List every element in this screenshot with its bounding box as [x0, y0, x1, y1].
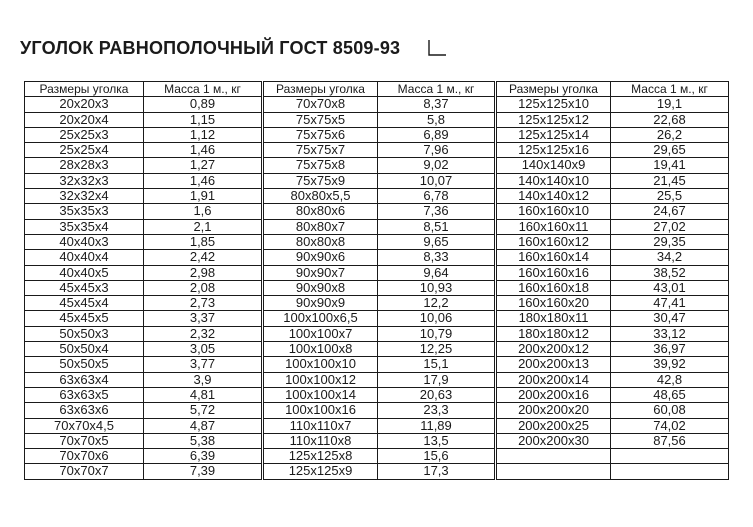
- mass-cell: 10,06: [378, 311, 495, 326]
- mass-cell: 23,3: [378, 403, 495, 418]
- table-row: [25, 189, 729, 204]
- mass-cell: 20,63: [378, 387, 495, 402]
- size-cell: 70x70x7: [25, 464, 144, 479]
- size-cell: 45x45x4: [25, 296, 144, 311]
- header-mass: Масса 1 м., кг: [144, 82, 262, 97]
- mass-cell: 1,46: [144, 173, 262, 188]
- table-row: [25, 326, 729, 341]
- mass-cell: 6,89: [378, 127, 495, 142]
- mass-cell: 4,87: [144, 418, 262, 433]
- mass-cell: 2,73: [144, 296, 262, 311]
- mass-cell: 74,02: [611, 418, 729, 433]
- size-cell: 45x45x3: [25, 280, 144, 295]
- size-cell: 50x50x4: [25, 342, 144, 357]
- mass-cell: 8,37: [378, 97, 495, 112]
- mass-cell: 1,6: [144, 204, 262, 219]
- table-header-row: [25, 82, 729, 97]
- header-mass: Масса 1 м., кг: [378, 82, 495, 97]
- size-cell: 70x70x5: [25, 433, 144, 448]
- size-cell: 28x28x3: [25, 158, 144, 173]
- table-row: [25, 143, 729, 158]
- size-cell: 180x180x11: [497, 311, 611, 326]
- size-cell: 80x80x5,5: [264, 189, 378, 204]
- size-cell: 20x20x3: [25, 97, 144, 112]
- mass-cell: 15,6: [378, 449, 495, 464]
- size-cell: 50x50x3: [25, 326, 144, 341]
- size-cell: 160x160x20: [497, 296, 611, 311]
- size-cell: 200x200x12: [497, 342, 611, 357]
- size-cell: 160x160x11: [497, 219, 611, 234]
- size-cell: 110x110x8: [264, 433, 378, 448]
- size-cell: 90x90x7: [264, 265, 378, 280]
- mass-cell: 1,12: [144, 127, 262, 142]
- size-cell: 100x100x6,5: [264, 311, 378, 326]
- size-cell: 70x70x8: [264, 97, 378, 112]
- table-row: [25, 311, 729, 326]
- mass-cell: 3,05: [144, 342, 262, 357]
- table-row: [25, 387, 729, 402]
- size-cell: 80x80x7: [264, 219, 378, 234]
- size-cell: 32x32x3: [25, 173, 144, 188]
- table-row: [25, 219, 729, 234]
- size-cell: 32x32x4: [25, 189, 144, 204]
- mass-cell: 3,77: [144, 357, 262, 372]
- mass-cell: 8,51: [378, 219, 495, 234]
- mass-cell: 26,2: [611, 127, 729, 142]
- size-cell: 160x160x16: [497, 265, 611, 280]
- size-cell: 125x125x14: [497, 127, 611, 142]
- mass-cell: 25,5: [611, 189, 729, 204]
- size-cell: 200x200x16: [497, 387, 611, 402]
- table-row: [25, 464, 729, 479]
- size-cell: 50x50x5: [25, 357, 144, 372]
- page-title: УГОЛОК РАВНОПОЛОЧНЫЙ ГОСТ 8509-93: [20, 38, 401, 58]
- size-cell: 63x63x4: [25, 372, 144, 387]
- size-cell: 90x90x9: [264, 296, 378, 311]
- mass-cell: 24,67: [611, 204, 729, 219]
- size-cell: 100x100x7: [264, 326, 378, 341]
- size-cell: 40x40x4: [25, 250, 144, 265]
- mass-cell: 0,89: [144, 97, 262, 112]
- mass-cell: 9,64: [378, 265, 495, 280]
- size-cell: 200x200x30: [497, 433, 611, 448]
- empty-cell: [497, 449, 611, 464]
- mass-cell: 27,02: [611, 219, 729, 234]
- size-cell: 200x200x14: [497, 372, 611, 387]
- mass-cell: 5,38: [144, 433, 262, 448]
- size-cell: 160x160x14: [497, 250, 611, 265]
- size-cell: 25x25x3: [25, 127, 144, 142]
- header-size: Размеры уголка: [497, 82, 611, 97]
- mass-cell: 5,8: [378, 112, 495, 127]
- mass-cell: 15,1: [378, 357, 495, 372]
- header-size: Размеры уголка: [25, 82, 144, 97]
- mass-cell: 42,8: [611, 372, 729, 387]
- mass-cell: 10,79: [378, 326, 495, 341]
- mass-cell: 2,32: [144, 326, 262, 341]
- angle-profile-icon: [428, 40, 446, 56]
- size-cell: 35x35x4: [25, 219, 144, 234]
- size-cell: 125x125x12: [497, 112, 611, 127]
- size-cell: 40x40x3: [25, 234, 144, 249]
- table-row: [25, 97, 729, 112]
- size-cell: 110x110x7: [264, 418, 378, 433]
- size-cell: 125x125x16: [497, 143, 611, 158]
- table-row: [25, 433, 729, 448]
- size-cell: 100x100x10: [264, 357, 378, 372]
- mass-cell: 29,65: [611, 143, 729, 158]
- size-cell: 75x75x7: [264, 143, 378, 158]
- size-cell: 100x100x12: [264, 372, 378, 387]
- empty-cell: [611, 449, 729, 464]
- size-cell: 200x200x13: [497, 357, 611, 372]
- size-cell: 80x80x8: [264, 234, 378, 249]
- size-cell: 160x160x18: [497, 280, 611, 295]
- mass-cell: 10,07: [378, 173, 495, 188]
- size-cell: 140x140x10: [497, 173, 611, 188]
- size-cell: 140x140x9: [497, 158, 611, 173]
- mass-cell: 3,37: [144, 311, 262, 326]
- size-cell: 160x160x12: [497, 234, 611, 249]
- size-cell: 63x63x5: [25, 387, 144, 402]
- mass-cell: 34,2: [611, 250, 729, 265]
- size-cell: 45x45x5: [25, 311, 144, 326]
- mass-cell: 29,35: [611, 234, 729, 249]
- table-row: [25, 296, 729, 311]
- angle-mass-table: [24, 81, 729, 480]
- mass-cell: 33,12: [611, 326, 729, 341]
- table-row: [25, 342, 729, 357]
- table-row: [25, 449, 729, 464]
- mass-cell: 47,41: [611, 296, 729, 311]
- size-cell: 125x125x10: [497, 97, 611, 112]
- table-row: [25, 357, 729, 372]
- table-row: [25, 250, 729, 265]
- table-row: [25, 265, 729, 280]
- mass-cell: 1,85: [144, 234, 262, 249]
- empty-cell: [611, 464, 729, 479]
- size-cell: 100x100x14: [264, 387, 378, 402]
- mass-cell: 1,27: [144, 158, 262, 173]
- mass-cell: 30,47: [611, 311, 729, 326]
- mass-cell: 11,89: [378, 418, 495, 433]
- size-cell: 75x75x5: [264, 112, 378, 127]
- table-row: [25, 204, 729, 219]
- mass-cell: 60,08: [611, 403, 729, 418]
- mass-cell: 1,15: [144, 112, 262, 127]
- size-cell: 125x125x9: [264, 464, 378, 479]
- mass-cell: 5,72: [144, 403, 262, 418]
- mass-cell: 38,52: [611, 265, 729, 280]
- mass-cell: 2,98: [144, 265, 262, 280]
- table-row: [25, 234, 729, 249]
- size-cell: 70x70x4,5: [25, 418, 144, 433]
- mass-cell: 2,42: [144, 250, 262, 265]
- mass-cell: 43,01: [611, 280, 729, 295]
- size-cell: 70x70x6: [25, 449, 144, 464]
- mass-cell: 13,5: [378, 433, 495, 448]
- mass-cell: 3,9: [144, 372, 262, 387]
- mass-cell: 7,96: [378, 143, 495, 158]
- size-cell: 90x90x6: [264, 250, 378, 265]
- mass-cell: 39,92: [611, 357, 729, 372]
- mass-cell: 36,97: [611, 342, 729, 357]
- mass-cell: 21,45: [611, 173, 729, 188]
- mass-cell: 17,3: [378, 464, 495, 479]
- size-cell: 180x180x12: [497, 326, 611, 341]
- size-cell: 20x20x4: [25, 112, 144, 127]
- mass-cell: 7,39: [144, 464, 262, 479]
- mass-cell: 9,65: [378, 234, 495, 249]
- size-cell: 100x100x8: [264, 342, 378, 357]
- table-row: [25, 127, 729, 142]
- mass-cell: 19,41: [611, 158, 729, 173]
- mass-cell: 2,08: [144, 280, 262, 295]
- size-cell: 90x90x8: [264, 280, 378, 295]
- table-row: [25, 372, 729, 387]
- size-cell: 80x80x6: [264, 204, 378, 219]
- mass-cell: 87,56: [611, 433, 729, 448]
- mass-cell: 17,9: [378, 372, 495, 387]
- mass-cell: 19,1: [611, 97, 729, 112]
- mass-cell: 8,33: [378, 250, 495, 265]
- mass-cell: 6,78: [378, 189, 495, 204]
- table-row: [25, 173, 729, 188]
- size-cell: 200x200x25: [497, 418, 611, 433]
- size-cell: 75x75x6: [264, 127, 378, 142]
- mass-cell: 9,02: [378, 158, 495, 173]
- size-cell: 25x25x4: [25, 143, 144, 158]
- size-cell: 160x160x10: [497, 204, 611, 219]
- size-cell: 100x100x16: [264, 403, 378, 418]
- mass-cell: 12,25: [378, 342, 495, 357]
- size-cell: 140x140x12: [497, 189, 611, 204]
- mass-cell: 6,39: [144, 449, 262, 464]
- table-row: [25, 158, 729, 173]
- mass-cell: 22,68: [611, 112, 729, 127]
- mass-cell: 1,46: [144, 143, 262, 158]
- mass-cell: 2,1: [144, 219, 262, 234]
- mass-cell: 7,36: [378, 204, 495, 219]
- size-cell: 125x125x8: [264, 449, 378, 464]
- size-cell: 63x63x6: [25, 403, 144, 418]
- mass-cell: 48,65: [611, 387, 729, 402]
- size-cell: 75x75x8: [264, 158, 378, 173]
- size-cell: 200x200x20: [497, 403, 611, 418]
- header-size: Размеры уголка: [264, 82, 378, 97]
- table-row: [25, 280, 729, 295]
- empty-cell: [497, 464, 611, 479]
- table-row: [25, 418, 729, 433]
- mass-cell: 10,93: [378, 280, 495, 295]
- table-row: [25, 112, 729, 127]
- mass-cell: 4,81: [144, 387, 262, 402]
- size-cell: 75x75x9: [264, 173, 378, 188]
- size-cell: 35x35x3: [25, 204, 144, 219]
- mass-cell: 1,91: [144, 189, 262, 204]
- mass-cell: 12,2: [378, 296, 495, 311]
- table-row: [25, 403, 729, 418]
- header-mass: Масса 1 м., кг: [611, 82, 729, 97]
- size-cell: 40x40x5: [25, 265, 144, 280]
